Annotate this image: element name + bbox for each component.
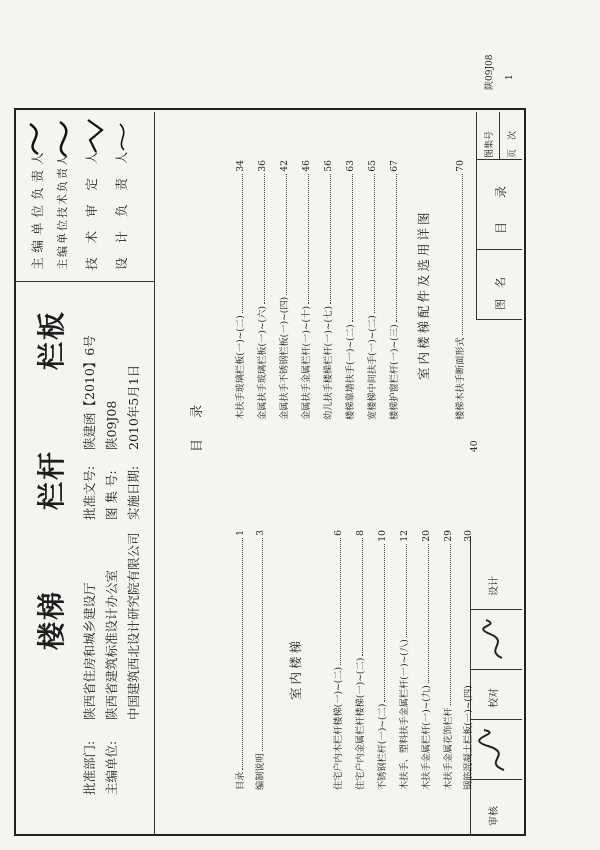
toc-page: 8 [355, 530, 366, 536]
toc-title: 宽楼梯中间扶手(一)~(二) [367, 315, 378, 420]
strip-divider [470, 669, 522, 670]
resp-tech-review: 技 术 审 定 人 [84, 146, 99, 270]
toc-page: 63 [345, 160, 356, 172]
unit-value-2: 中国建筑西北设计研究院有限公司 [126, 532, 141, 720]
toc-page: 36 [257, 160, 268, 172]
toc-page: 42 [279, 160, 290, 172]
toc-page: 56 [323, 160, 334, 172]
toc-page: 20 [421, 530, 432, 542]
strip-label-review: 审核 [489, 806, 500, 826]
tb-page-label: 页 次 [508, 130, 518, 158]
toc-title: 木扶手金属栏杆(一)~(九) [421, 685, 432, 790]
toc-row [254, 160, 268, 420]
toc-page: 6 [333, 530, 344, 536]
tb-atlas-label: 图集号 [485, 130, 495, 158]
titleblock-divider [499, 112, 500, 160]
atlas-value: 陕09J08 [104, 400, 119, 450]
strip-divider [470, 609, 522, 610]
toc-title: 目录 [235, 771, 246, 790]
toc-row [418, 530, 432, 790]
doc-label: 批准文号: [82, 465, 97, 520]
toc-title: 楼梯木扶手断面形式 [455, 337, 466, 420]
toc-row [386, 160, 400, 420]
title-sub-railing: 栏杆 [35, 449, 68, 510]
toc-title: 住宅户内木栏杆楼梯(一)~(二) [333, 666, 344, 790]
toc-title: 编制说明 [255, 753, 266, 790]
title-main: 楼梯 [35, 589, 68, 650]
unit-value-1: 陕西省建筑标准设计办公室 [104, 569, 119, 720]
resp-divider [14, 281, 154, 282]
toc-title: 住宅户内金属栏杆楼梯(一)~(二) [355, 657, 366, 790]
titleblock-border [476, 112, 477, 320]
header-divider [154, 112, 155, 836]
toc-page: 67 [389, 160, 400, 172]
toc-page: 29 [443, 530, 454, 542]
toc-row [460, 530, 474, 790]
toc-heading: 目 录 [190, 400, 205, 452]
strip-divider [470, 779, 522, 780]
toc-row [374, 530, 388, 790]
toc-row [276, 160, 290, 420]
toc-title: 幼儿扶手楼梯栏杆(一)~(七) [323, 306, 334, 420]
signature-image [474, 616, 518, 664]
toc-row [320, 160, 334, 420]
dept-value: 陕西省住房和城乡建设厅 [82, 582, 97, 720]
toc-page: 65 [367, 160, 378, 172]
toc-title: 楼梯靠墙扶手(一)~(二) [345, 324, 356, 420]
doc-value: 陕建函【2010】6号 [82, 335, 97, 450]
toc-title: 钢筋混凝土栏板(一)~(四) [463, 685, 474, 790]
strip-divider [470, 719, 522, 720]
date-label: 实施日期: [126, 465, 141, 520]
unit-label: 主编单位: [104, 740, 119, 795]
toc-row [342, 160, 356, 420]
atlas-label: 图 集 号: [104, 470, 119, 520]
toc-row [440, 530, 454, 790]
toc-title: 金属扶手不锈钢栏板(一)~(四) [279, 296, 290, 420]
toc-row [232, 530, 246, 790]
titleblock-divider [476, 249, 522, 250]
toc-page: 46 [301, 160, 312, 172]
toc-row [298, 160, 312, 420]
toc-row [352, 530, 366, 790]
resp-chief-tech: 主编单位技术负责人 [56, 153, 69, 270]
toc-row [364, 160, 378, 420]
toc-row [232, 160, 246, 420]
toc-row [452, 160, 466, 420]
toc-page: 30 [463, 530, 474, 542]
toc-title: 木扶手玻璃栏板(一)~(二) [235, 315, 246, 420]
toc-title: 楼梯护窗栏杆(一)~(三) [389, 324, 400, 420]
tb-name-label: 图 名 [494, 277, 507, 310]
center-number: 40 [470, 440, 480, 452]
title-sub-panel: 栏板 [35, 309, 68, 370]
resp-chief-unit: 主编单位负责人 [30, 147, 45, 270]
toc-page: 10 [377, 530, 388, 542]
toc-title: 不锈钢栏杆(一)~(二) [377, 703, 388, 790]
section-indoor-stairs: 室内楼梯 [288, 637, 303, 700]
tb-page-value: 1 [505, 74, 515, 80]
date-value: 2010年5月1日 [126, 364, 141, 450]
tb-name-value: 目 录 [494, 185, 508, 234]
toc-row [330, 530, 344, 790]
toc-title: 木扶手、塑料扶手金属栏杆(一)~(八) [399, 639, 410, 790]
titleblock-border [476, 319, 522, 320]
toc-page: 1 [235, 530, 246, 536]
strip-label-design: 设计 [489, 576, 500, 596]
toc-title: 金属扶手金属栏杆(一)~(十) [301, 306, 312, 420]
section-fittings: 室内楼梯配件及选用详图 [416, 209, 431, 380]
toc-page: 3 [255, 530, 266, 536]
signature-image [474, 726, 518, 774]
strip-label-check: 校对 [489, 688, 500, 708]
toc-row [396, 530, 410, 790]
toc-page: 12 [399, 530, 410, 542]
toc-page: 70 [455, 160, 466, 172]
tb-atlas-value: 陕09J08 [485, 54, 495, 90]
toc-title: 金属扶手玻璃栏板(一)~(六) [257, 306, 268, 420]
resp-design: 设 计 负 责 人 [114, 146, 129, 270]
toc-page: 34 [235, 160, 246, 172]
toc-row [252, 530, 266, 790]
toc-title: 木扶手金属花饰栏杆 [443, 707, 454, 790]
signature-image [20, 116, 138, 160]
dept-label: 批准部门: [82, 740, 97, 795]
